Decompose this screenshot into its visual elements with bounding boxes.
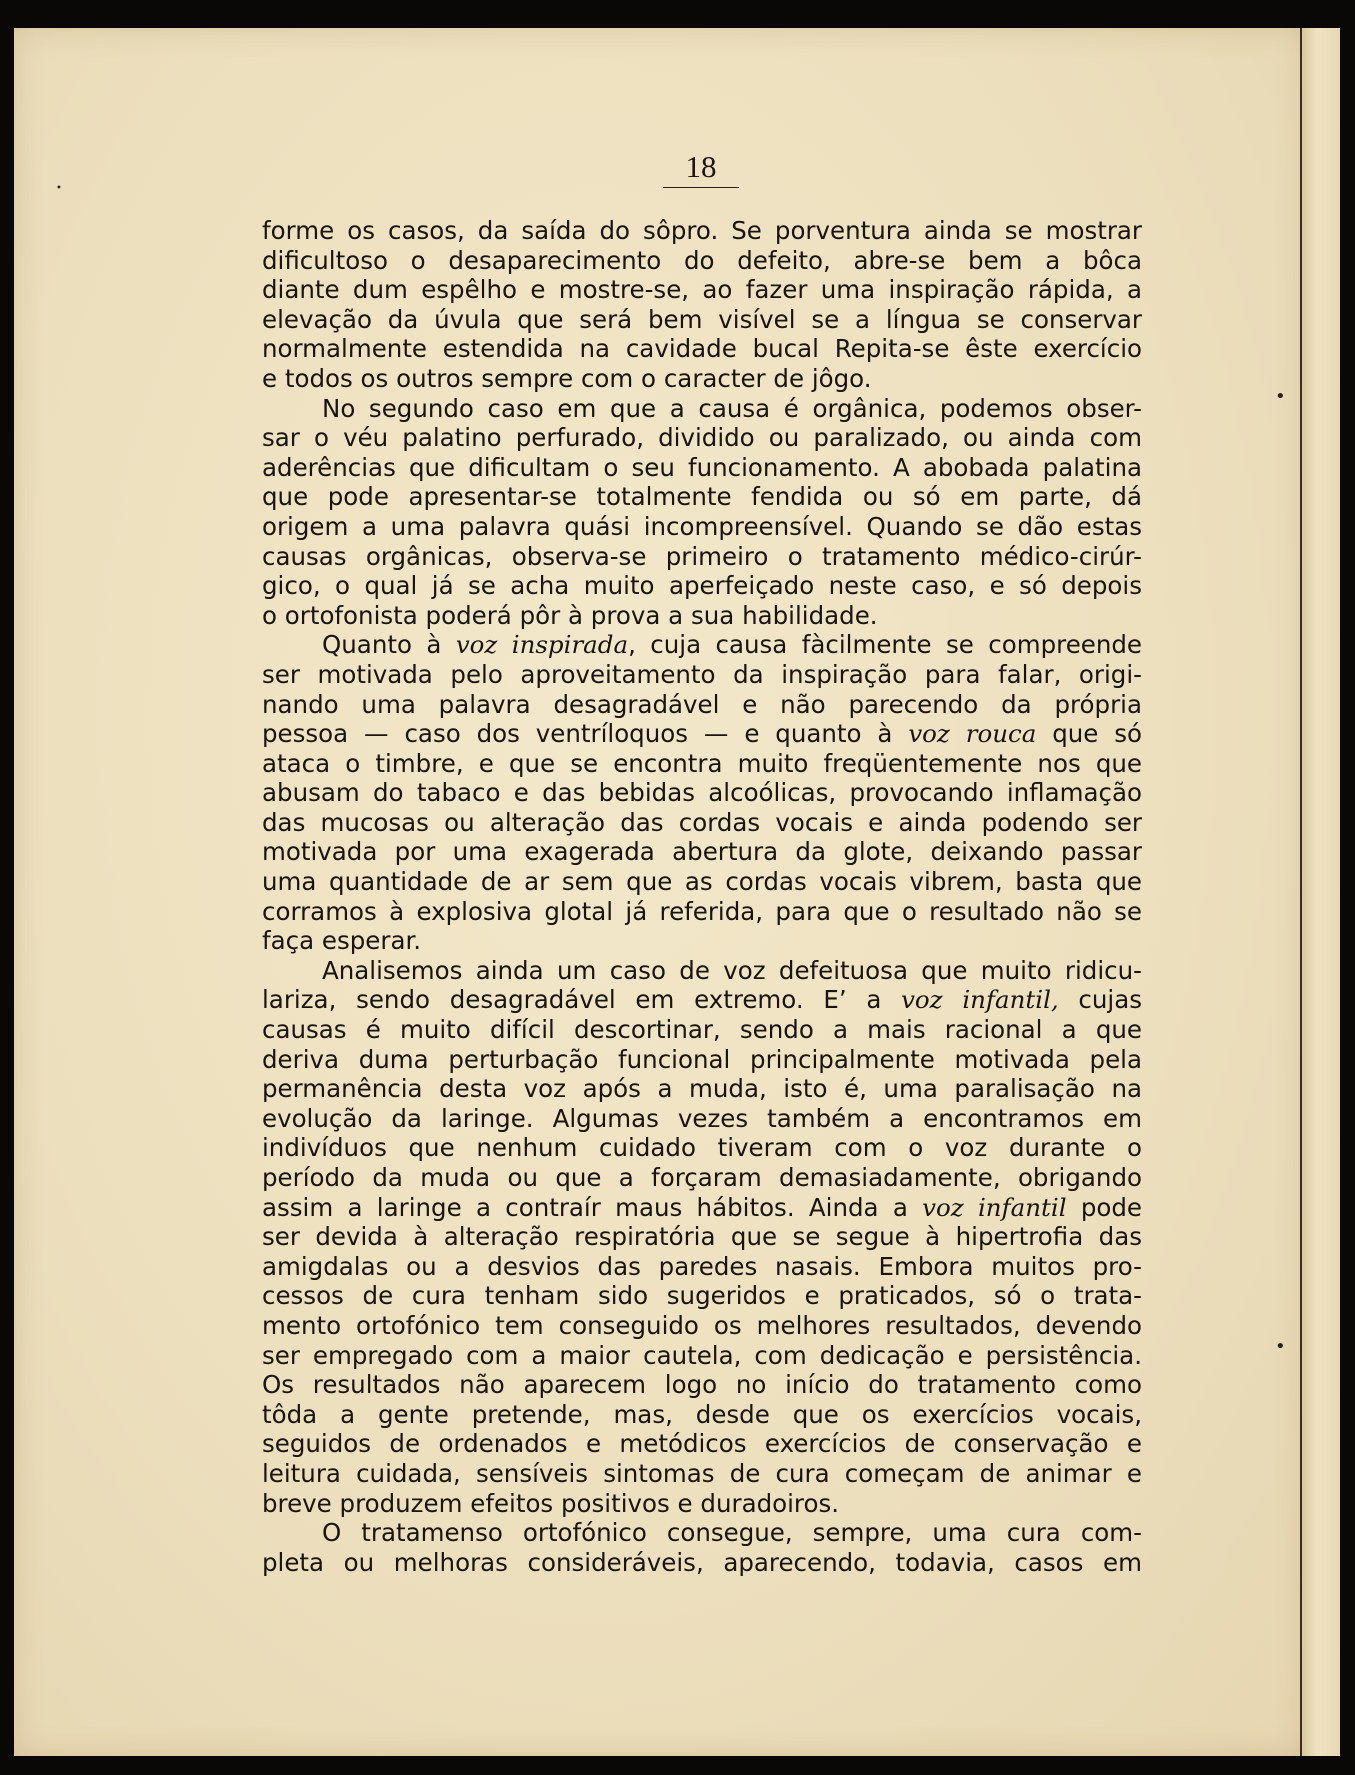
text-line (262, 867, 1142, 897)
text-line (262, 1370, 1142, 1400)
text-line (262, 1311, 1142, 1341)
text-line (262, 1015, 1142, 1045)
text-segment: No segundo caso em que a causa é orgânica, podemos obser- (322, 393, 1142, 423)
text-segment: uma quantidade de ar sem que as cordas vocais vibrem, basta que (262, 867, 1142, 897)
text-segment: corramos à explosiva glotal já referida, para que o resultado não se (262, 896, 1142, 926)
text-segment: mento ortofónico tem conseguido os melhores resultados, devendo (262, 1310, 1142, 1340)
text-segment: ataca o timbre, e que se encontra muito freqüentemente nos que (262, 748, 1142, 778)
italic-term: voz rouca (908, 719, 1037, 749)
text-segment: breve produzem efeitos positivos e duradoiros. (262, 1488, 840, 1518)
text-segment: gico, o qual já se acha muito aperfeiçado neste caso, e só depois (262, 571, 1142, 601)
text-line (262, 1163, 1142, 1193)
text-segment: Analisemos ainda um caso de voz defeituosa que muito ridicu- (322, 955, 1142, 985)
text-line (262, 334, 1142, 364)
text-line (262, 897, 1142, 927)
text-segment: O tratamenso ortofónico consegue, sempre, uma cura com- (322, 1518, 1142, 1548)
text-line (262, 1193, 1142, 1223)
page-number-rule (663, 187, 739, 188)
text-line (262, 719, 1142, 749)
text-segment: que só (1036, 719, 1142, 749)
text-segment: pessoa — caso dos ventríloquos — e quanto à (262, 719, 909, 749)
text-segment: lariza, sendo desagradável em extremo. E’ a (262, 985, 902, 1015)
text-line (262, 660, 1142, 690)
text-segment: tôda a gente pretende, mas, desde que os exercícios vocais, (262, 1399, 1142, 1429)
text-line (262, 749, 1142, 779)
text-line (262, 690, 1142, 720)
text-line (262, 630, 1142, 660)
text-segment: nando uma palavra desagradável e não parecendo da própria (262, 689, 1142, 719)
text-line (262, 1133, 1142, 1163)
text-segment: abusam do tabaco e das bebidas alcoólicas, provocando inflamação (262, 778, 1142, 808)
text-segment: deriva duma perturbação funcional principalmente motivada pela (262, 1044, 1142, 1074)
text-line (262, 305, 1142, 335)
text-line (262, 423, 1142, 453)
text-segment: causas orgânicas, observa-se primeiro o tratamento médico-cirúr- (262, 541, 1142, 571)
text-line (262, 1104, 1142, 1134)
text-segment: motivada por uma exagerada abertura da glote, deixando passar (262, 837, 1142, 867)
text-line (262, 542, 1142, 572)
text-line (262, 1459, 1142, 1489)
text-segment: ser empregado com a maior cautela, com dedicação e persistência. (262, 1340, 1142, 1370)
text-line (262, 1548, 1142, 1578)
text-segment: dificultoso o desaparecimento do defeito, abre-se bem a bôca (262, 245, 1142, 275)
text-segment: cessos de cura tenham sido sugeridos e praticados, só o trata- (262, 1281, 1142, 1311)
page-fold-edge (1300, 28, 1340, 1756)
text-segment: normalmente estendida na cavidade bucal Repita-se êste exercício (262, 334, 1142, 364)
italic-term: voz inspirada (455, 630, 629, 660)
text-segment: permanência desta voz após a muda, isto é, uma paralisação na (262, 1074, 1142, 1104)
text-segment: aderências que dificultam o seu funcionamento. A abobada palatina (262, 452, 1142, 482)
text-segment: que pode apresentar-se totalmente fendida ou só em parte, dá (262, 482, 1142, 512)
text-segment: e todos os outros sempre com o caracter de jôgo. (262, 363, 872, 393)
text-segment: elevação da úvula que será bem visível se a língua se conservar (262, 304, 1142, 334)
text-segment: seguidos de ordenados e metódicos exercícios de conservação e (262, 1429, 1142, 1459)
text-line (262, 364, 1142, 394)
text-line (262, 453, 1142, 483)
text-segment: origem a uma palavra quási incompreensível. Quando se dão estas (262, 511, 1142, 541)
text-line (262, 216, 1142, 246)
text-segment: cujas (1058, 985, 1142, 1015)
text-segment: evolução da laringe. Algumas vezes também a encontramos em (262, 1103, 1142, 1133)
text-line (262, 837, 1142, 867)
text-segment: das mucosas ou alteração das cordas vocais e ainda podendo ser (262, 807, 1142, 837)
text-segment: assim a laringe a contraír maus hábitos. Ainda a (262, 1192, 923, 1222)
text-line (262, 571, 1142, 601)
page-number: 18 (685, 149, 717, 184)
text-line (262, 1222, 1142, 1252)
text-segment: amigdalas ou a desvios das paredes nasais. Embora muitos pro- (262, 1251, 1142, 1281)
text-segment: pleta ou melhoras consideráveis, aparecendo, todavia, casos em (262, 1547, 1142, 1577)
text-line (262, 956, 1142, 986)
margin-speck: • (56, 183, 62, 194)
body-text (262, 216, 1142, 1577)
text-segment: leitura cuidada, sensíveis sintomas de cura começam de animar e (262, 1458, 1142, 1488)
text-segment: , cuja causa fàcilmente se compreende (628, 630, 1142, 660)
text-line (262, 394, 1142, 424)
text-segment: forme os casos, da saída do sôpro. Se porventura ainda se mostrar (262, 216, 1142, 245)
text-segment: Quanto à (322, 630, 456, 660)
text-segment: período da muda ou que a forçaram demasiadamente, obrigando (262, 1163, 1142, 1192)
text-line (262, 1074, 1142, 1104)
italic-term: voz infantil (922, 1192, 1067, 1222)
italic-term: voz infantil, (901, 985, 1059, 1015)
text-line (262, 512, 1142, 542)
text-line (262, 1400, 1142, 1430)
text-line (262, 985, 1142, 1015)
text-line (262, 1518, 1142, 1548)
text-line (262, 482, 1142, 512)
text-segment: ser motivada pelo aproveitamento da inspiração para falar, origi- (262, 659, 1142, 689)
margin-speck: • (1275, 386, 1286, 407)
text-line (262, 808, 1142, 838)
text-segment: indivíduos que nenhum cuidado tiveram com o voz durante o (262, 1133, 1142, 1163)
text-line (262, 1252, 1142, 1282)
text-line (262, 601, 1142, 631)
text-line (262, 1281, 1142, 1311)
text-segment: sar o véu palatino perfurado, dividido ou paralizado, ou ainda com (262, 423, 1142, 453)
text-line (262, 1341, 1142, 1371)
text-line (262, 778, 1142, 808)
text-line (262, 275, 1142, 305)
text-segment: diante dum espêlho e mostre-se, ao fazer uma inspiração rápida, a (262, 275, 1142, 305)
text-segment: ser devida à alteração respiratória que se segue à hipertrofia das (262, 1222, 1142, 1252)
text-line (262, 926, 1142, 956)
text-segment: Os resultados não aparecem logo no início do tratamento como (262, 1370, 1142, 1400)
text-segment: pode (1066, 1192, 1142, 1222)
text-segment: faça esperar. (262, 926, 422, 956)
text-line (262, 1045, 1142, 1075)
margin-speck: • (1275, 1336, 1286, 1357)
text-segment: causas é muito difícil descortinar, sendo a mais racional a que (262, 1015, 1142, 1045)
text-line (262, 1489, 1142, 1519)
text-line (262, 246, 1142, 276)
text-segment: o ortofonista poderá pôr à prova a sua habilidade. (262, 600, 878, 630)
text-line (262, 1429, 1142, 1459)
